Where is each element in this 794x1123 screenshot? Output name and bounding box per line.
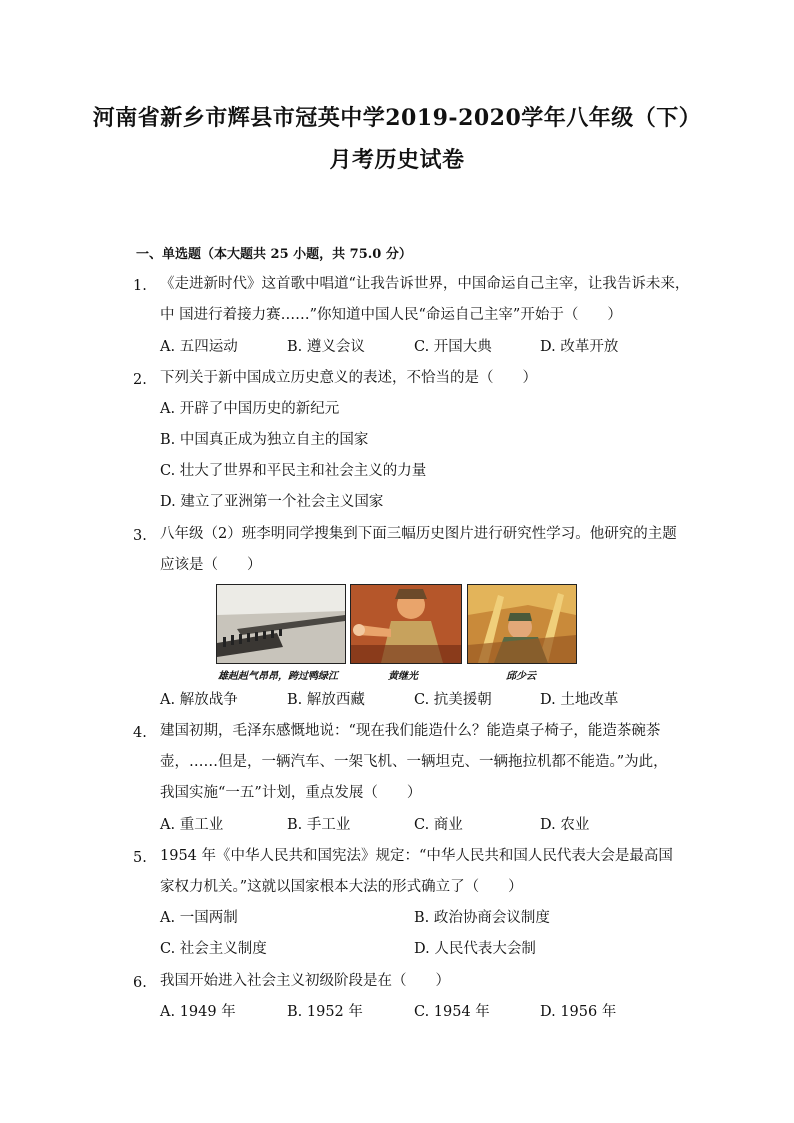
option-d[interactable]: D. 农业	[540, 817, 590, 833]
question-number: 5.	[133, 850, 147, 866]
option-a[interactable]: A. 开辟了中国历史的新纪元	[160, 401, 340, 417]
option-b[interactable]: B. 手工业	[287, 817, 351, 833]
photo-caption: 邱少云	[506, 671, 536, 682]
question-number: 2.	[133, 372, 147, 388]
question-number: 1.	[133, 278, 147, 294]
option-c[interactable]: C. 抗美援朝	[414, 692, 492, 708]
question-number: 6.	[133, 975, 147, 991]
question-text: 我国开始进入社会主义初级阶段是在（ ）	[160, 973, 450, 989]
option-d[interactable]: D. 改革开放	[540, 339, 619, 355]
photo-huang-jiguang	[350, 584, 462, 664]
question-text: 建国初期，毛泽东感慨地说：“现在我们能造什么？能造桌子椅子，能造茶碗茶	[160, 723, 661, 739]
photo-caption: 黄继光	[388, 671, 418, 682]
option-a[interactable]: A. 一国两制	[160, 910, 238, 926]
option-c[interactable]: C. 壮大了世界和平民主和社会主义的力量	[160, 463, 427, 479]
paper-title-line1: 河南省新乡市辉县市冠英中学2019-2020学年八年级（下）	[92, 105, 702, 131]
paper-title-line2: 月考历史试卷	[329, 147, 465, 173]
option-d[interactable]: D. 土地改革	[540, 692, 619, 708]
question-text: 家权力机关。”这就以国家根本大法的形式确立了（ ）	[160, 879, 523, 895]
option-d[interactable]: D. 1956 年	[540, 1004, 617, 1020]
option-b[interactable]: B. 遵义会议	[287, 339, 365, 355]
option-c[interactable]: C. 社会主义制度	[160, 941, 267, 957]
option-d[interactable]: D. 人民代表大会制	[414, 941, 536, 957]
question-number: 3.	[133, 528, 147, 544]
option-a[interactable]: A. 重工业	[160, 817, 224, 833]
question-text: 我国实施“一五”计划，重点发展（ ）	[160, 785, 422, 801]
question-text: 中 国进行着接力赛……”你知道中国人民“命运自己主宰”开始于（ ）	[160, 307, 622, 323]
photo-qiu-shaoyun	[467, 584, 577, 664]
option-b[interactable]: B. 1952 年	[287, 1004, 363, 1020]
question-text: 《走进新时代》这首歌中唱道“让我告诉世界，中国命运自己主宰，让我告诉未来，	[160, 276, 690, 292]
option-a[interactable]: A. 五四运动	[160, 339, 238, 355]
section-heading: 一、单选题（本大题共 25 小题，共 75.0 分）	[136, 247, 412, 262]
photo-caption: 雄赳赳气昂昂，跨过鸭绿江	[218, 671, 338, 682]
option-a[interactable]: A. 解放战争	[160, 692, 238, 708]
option-c[interactable]: C. 开国大典	[414, 339, 492, 355]
photo-yalu-river-crossing	[216, 584, 346, 664]
option-b[interactable]: B. 中国真正成为独立自主的国家	[160, 432, 369, 448]
question-text: 八年级（2）班李明同学搜集到下面三幅历史图片进行研究性学习。他研究的主题	[160, 526, 677, 542]
question-text: 壶，……但是，一辆汽车、一架飞机、一辆坦克、一辆拖拉机都不能造。”为此，	[160, 754, 668, 770]
question-text: 应该是（ ）	[160, 557, 262, 573]
question-number: 4.	[133, 725, 147, 741]
question-text: 1954 年《中华人民共和国宪法》规定：“中华人民共和国人民代表大会是最高国	[160, 848, 673, 864]
option-b[interactable]: B. 政治协商会议制度	[414, 910, 550, 926]
option-c[interactable]: C. 商业	[414, 817, 463, 833]
history-photos	[216, 584, 578, 680]
question-text: 下列关于新中国成立历史意义的表述，不恰当的是（ ）	[160, 370, 537, 386]
option-d[interactable]: D. 建立了亚洲第一个社会主义国家	[160, 494, 384, 510]
option-b[interactable]: B. 解放西藏	[287, 692, 365, 708]
option-a[interactable]: A. 1949 年	[160, 1004, 236, 1020]
option-c[interactable]: C. 1954 年	[414, 1004, 490, 1020]
